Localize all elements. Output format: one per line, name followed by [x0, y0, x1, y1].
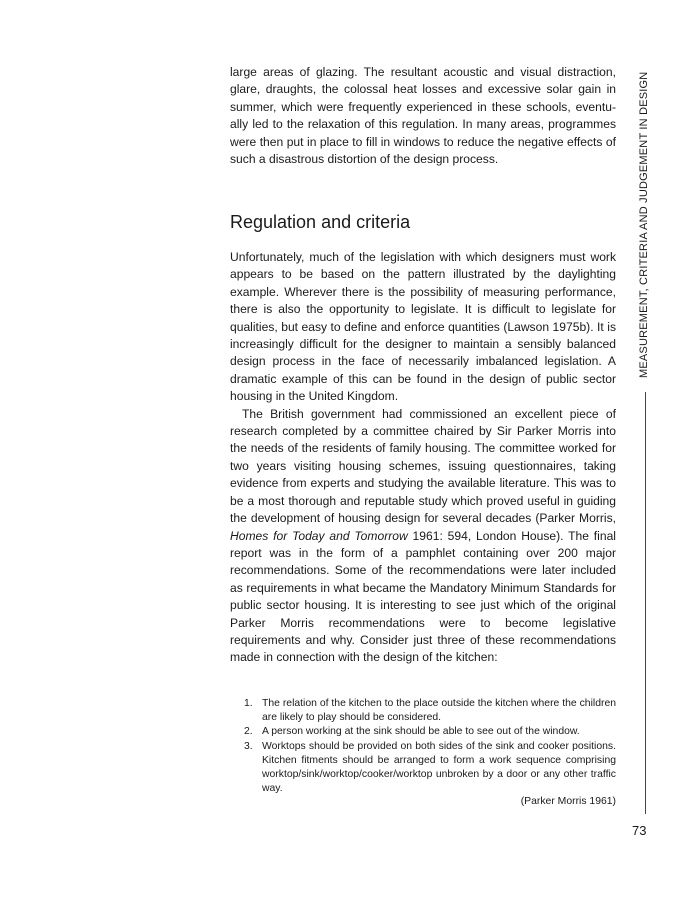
citation: (Parker Morris 1961) [520, 796, 616, 807]
list-item-number: 2. [244, 726, 253, 738]
paragraph-text-end: 1961: 594, London House). The final report was in the form of a pamphlet containing over 200 major recommendations. Some of the recommendations were later included as requirements in what became the Mandatory Minimum Standards for public sector housing. It is interesting to see just which of the original Parker Morris recommendations were to become legislative requirements and why. Consider just three of these recommendations made in connection with the design of the kitchen: [230, 528, 616, 665]
list-item-text: A person working at the sink should be able to see out of the window. [262, 726, 580, 738]
paragraph-legislation: Unfortunately, much of the legislation with which designers must work appears to be based on the pattern illustrated by the daylighting example. Wherever there is the possibility of measuring performance, there is also the opportunity to legislate. It is difficult to legislate for qualities, but easy to define and enforce quantities (Lawson 1975b). It is increasingly difficult for the designer to maintain a sensibly balanced design process in the face of necessarily imbalanced legislation. A dramatic example of this can be found in the design of public sector housing in the United Kingdom. [230, 250, 616, 404]
page-number: 73 [632, 823, 647, 838]
intro-paragraph: large areas of glazing. The resultant acoustic and visual distraction, glare, draughts, the colossal heat losses and excessive solar gain in summer, which were frequently experienced in these schools, eventually led to the relaxation of this regulation. In many areas, programmes were then put in place to fill in windows to reduce the negative effects of such a disastrous distortion of the design process. [230, 65, 616, 167]
intro-block [230, 64, 616, 168]
paragraph-parker-morris [230, 406, 616, 667]
list-item-text: Worktops should be provided on both sides of the sink and cooker positions. Kitchen fitments should be arranged to form a work sequence comprising worktop/sink/worktop/cooker/worktop unbroken by a door or any other traffic way. [262, 740, 616, 795]
paragraph-text-start: The British government had commissioned an excellent piece of research completed by a committee chaired by Sir Parker Morris into the needs of the residents of family housing. The committee worked for two years visiting housing schemes, issuing questionnaires, taking evidence from experts and studying the available literature. This was to be a most thorough and reputable study which proved useful in guiding the development of housing design for several decades (Parker Morris, [230, 406, 616, 526]
list-item-number: 1. [244, 698, 253, 709]
list-item [244, 740, 616, 797]
list-item [244, 725, 616, 739]
list-item-number: 3. [244, 740, 253, 752]
book-title: Homes for Today and Tomorrow [230, 528, 408, 543]
running-head-text: MEASUREMENT, CRITERIA AND JUDGEMENT IN DESIGN [638, 71, 650, 378]
section-heading: Regulation and criteria [230, 212, 411, 232]
section-body [230, 249, 616, 667]
recommendations-list [244, 697, 616, 796]
list-item-text: The relation of the kitchen to the place outside the kitchen where the children are likely to play should be considered. [262, 698, 616, 724]
list-item [244, 697, 616, 725]
running-head-rule [645, 392, 646, 814]
running-head [636, 71, 652, 394]
